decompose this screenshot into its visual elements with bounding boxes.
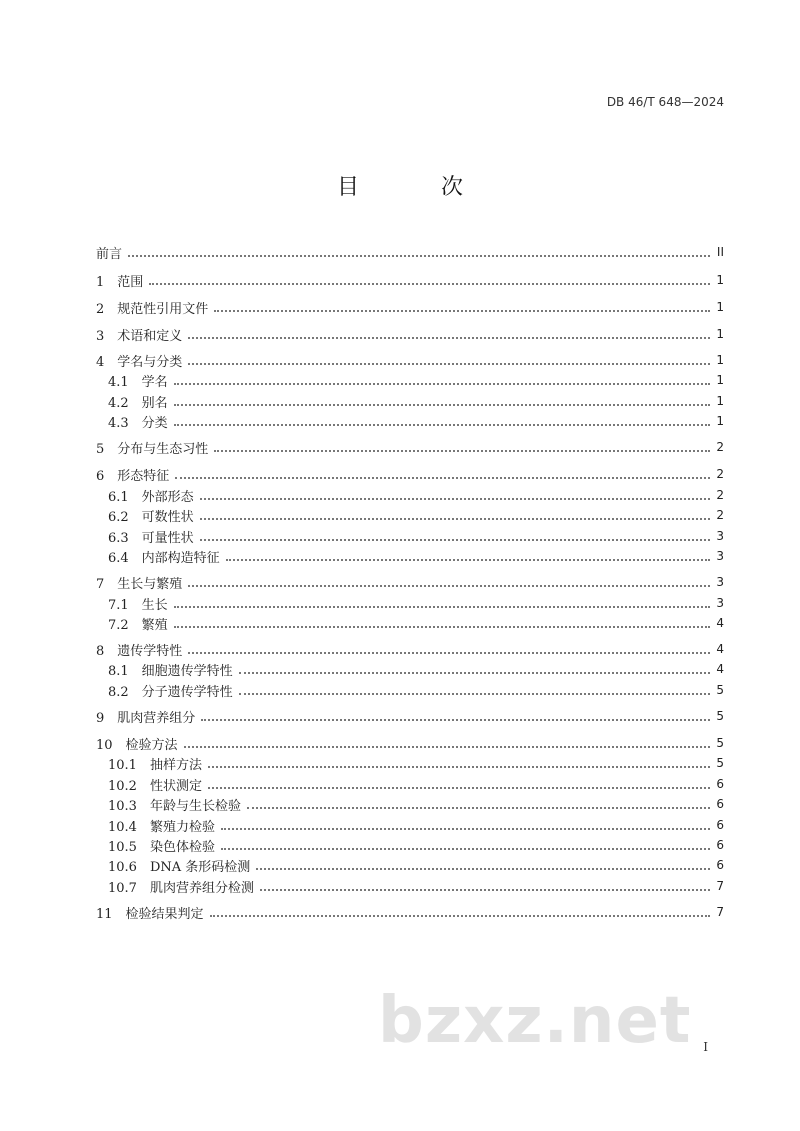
toc-leader (214, 449, 710, 452)
toc-leader (174, 423, 710, 426)
toc-leader (188, 336, 710, 339)
toc-label: 10.2 性状测定 (108, 778, 202, 794)
toc-page: 4 (716, 642, 724, 656)
toc-label: 4.1 学名 (108, 374, 168, 390)
toc-label: 10.4 繁殖力检验 (108, 819, 215, 835)
toc-leader (174, 605, 710, 608)
toc-label: 6.1 外部形态 (108, 489, 194, 505)
toc-entry-10-2[interactable] (108, 774, 724, 794)
toc-leader (208, 786, 710, 789)
toc-entry-5[interactable] (96, 437, 724, 457)
toc-leader (260, 888, 710, 891)
watermark: bzxz.net (378, 984, 692, 1058)
toc-page: 7 (716, 879, 724, 893)
toc-page: 1 (716, 394, 724, 408)
toc-leader (256, 867, 710, 870)
toc-label: 6.2 可数性状 (108, 509, 194, 525)
toc-label: 11 检验结果判定 (96, 906, 204, 922)
toc-leader (175, 476, 710, 479)
toc-label: 10.1 抽样方法 (108, 757, 202, 773)
toc-page: 3 (716, 596, 724, 610)
toc-entry-10-1[interactable] (108, 753, 724, 773)
toc-leader (188, 584, 710, 587)
toc-label: 4 学名与分类 (96, 354, 183, 370)
toc-entry-7[interactable] (96, 572, 724, 592)
toc-entry-8[interactable] (96, 639, 724, 659)
toc-entry-6-4[interactable] (108, 546, 724, 566)
toc-page: 3 (716, 575, 724, 589)
toc-page: 2 (716, 508, 724, 522)
toc-page: 5 (716, 736, 724, 750)
toc-entry-1[interactable] (96, 270, 724, 290)
toc-entry-8-1[interactable] (108, 659, 724, 679)
toc-entry-4[interactable] (96, 350, 724, 370)
toc-page: 1 (716, 273, 724, 287)
toc-entry-2[interactable] (96, 297, 724, 317)
toc-label: 10.7 肌肉营养组分检测 (108, 880, 254, 896)
toc-label: 3 术语和定义 (96, 328, 183, 344)
toc-entry-3[interactable] (96, 324, 724, 344)
toc-label: 10.6 DNA 条形码检测 (108, 859, 251, 875)
toc-leader (201, 718, 710, 721)
page-number: I (703, 1040, 708, 1054)
toc-entry-6-2[interactable] (108, 505, 724, 525)
toc-leader (208, 765, 710, 768)
toc-page: 3 (716, 549, 724, 563)
toc-page: 5 (716, 756, 724, 770)
toc-leader (239, 692, 710, 695)
toc-page: 1 (716, 353, 724, 367)
toc-page: 6 (716, 858, 724, 872)
toc-entry-10-5[interactable] (108, 835, 724, 855)
toc-leader (174, 403, 710, 406)
toc-page: 1 (716, 300, 724, 314)
toc-page: 6 (716, 838, 724, 852)
toc-page: 6 (716, 777, 724, 791)
toc-label: 前言 (96, 246, 123, 262)
document-code: DB 46/T 648—2024 (606, 95, 724, 109)
toc-leader (247, 806, 710, 809)
toc-leader (149, 282, 710, 285)
toc-page: 1 (716, 373, 724, 387)
toc-leader (200, 517, 710, 520)
toc-label: 6.3 可量性状 (108, 530, 194, 546)
toc-leader (174, 382, 710, 385)
toc-label: 8 遗传学特性 (96, 643, 183, 659)
toc-entry-6[interactable] (96, 464, 724, 484)
toc-label: 10.3 年龄与生长检验 (108, 798, 241, 814)
toc-label: 2 规范性引用文件 (96, 301, 209, 317)
toc-label: 7.2 繁殖 (108, 617, 168, 633)
toc-page: 5 (716, 683, 724, 697)
toc-page: 3 (716, 529, 724, 543)
toc-leader (226, 558, 710, 561)
toc-label: 7 生长与繁殖 (96, 576, 183, 592)
toc-entry-11[interactable] (96, 902, 724, 922)
toc-leader (200, 538, 710, 541)
toc-page: 2 (716, 467, 724, 481)
toc-label: 4.2 别名 (108, 395, 168, 411)
toc-label: 7.1 生长 (108, 597, 168, 613)
toc-entry-foreword[interactable] (96, 242, 724, 262)
toc-label: 1 范围 (96, 274, 144, 290)
toc-entry-7-1[interactable] (108, 593, 724, 613)
toc-entry-6-3[interactable] (108, 526, 724, 546)
toc-entry-10-4[interactable] (108, 815, 724, 835)
toc-label: 6.4 内部构造特征 (108, 550, 220, 566)
toc-entry-4-1[interactable] (108, 370, 724, 390)
toc-page: 2 (716, 440, 724, 454)
toc-page: 4 (716, 662, 724, 676)
toc-page: 4 (716, 616, 724, 630)
toc-entry-7-2[interactable] (108, 613, 724, 633)
toc-label: 6 形态特征 (96, 468, 170, 484)
toc-leader (221, 827, 710, 830)
toc-label: 10.5 染色体检验 (108, 839, 215, 855)
toc-leader (200, 497, 710, 500)
toc-leader (188, 362, 710, 365)
toc-page: 6 (716, 797, 724, 811)
toc-entry-6-1[interactable] (108, 485, 724, 505)
toc-leader (188, 651, 710, 654)
toc-entry-10-6[interactable] (108, 855, 724, 875)
toc-leader (214, 309, 710, 312)
toc-entry-4-2[interactable] (108, 391, 724, 411)
toc-page: II (716, 245, 724, 259)
toc-leader (128, 254, 710, 257)
toc-entry-9[interactable] (96, 706, 724, 726)
toc-label: 9 肌肉营养组分 (96, 710, 196, 726)
toc-entry-10-7[interactable] (108, 876, 724, 896)
toc-page: 7 (716, 905, 724, 919)
toc-leader (239, 671, 710, 674)
toc-page: 1 (716, 327, 724, 341)
toc-page: 2 (716, 488, 724, 502)
toc-entry-4-3[interactable] (108, 411, 724, 431)
toc-entry-10-3[interactable] (108, 794, 724, 814)
toc-page: 5 (716, 709, 724, 723)
toc-leader (221, 847, 710, 850)
toc-label: 8.1 细胞遗传学特性 (108, 663, 233, 679)
toc-entry-10[interactable] (96, 733, 724, 753)
toc-page: 1 (716, 414, 724, 428)
toc-entry-8-2[interactable] (108, 680, 724, 700)
toc-label: 8.2 分子遗传学特性 (108, 684, 233, 700)
toc-leader (174, 625, 710, 628)
page-title: 目 次 (336, 175, 493, 200)
toc-label: 5 分布与生态习性 (96, 441, 209, 457)
toc-label: 10 检验方法 (96, 737, 178, 753)
toc-label: 4.3 分类 (108, 415, 168, 431)
toc-leader (210, 914, 710, 917)
toc-leader (184, 745, 710, 748)
toc-page: 6 (716, 818, 724, 832)
